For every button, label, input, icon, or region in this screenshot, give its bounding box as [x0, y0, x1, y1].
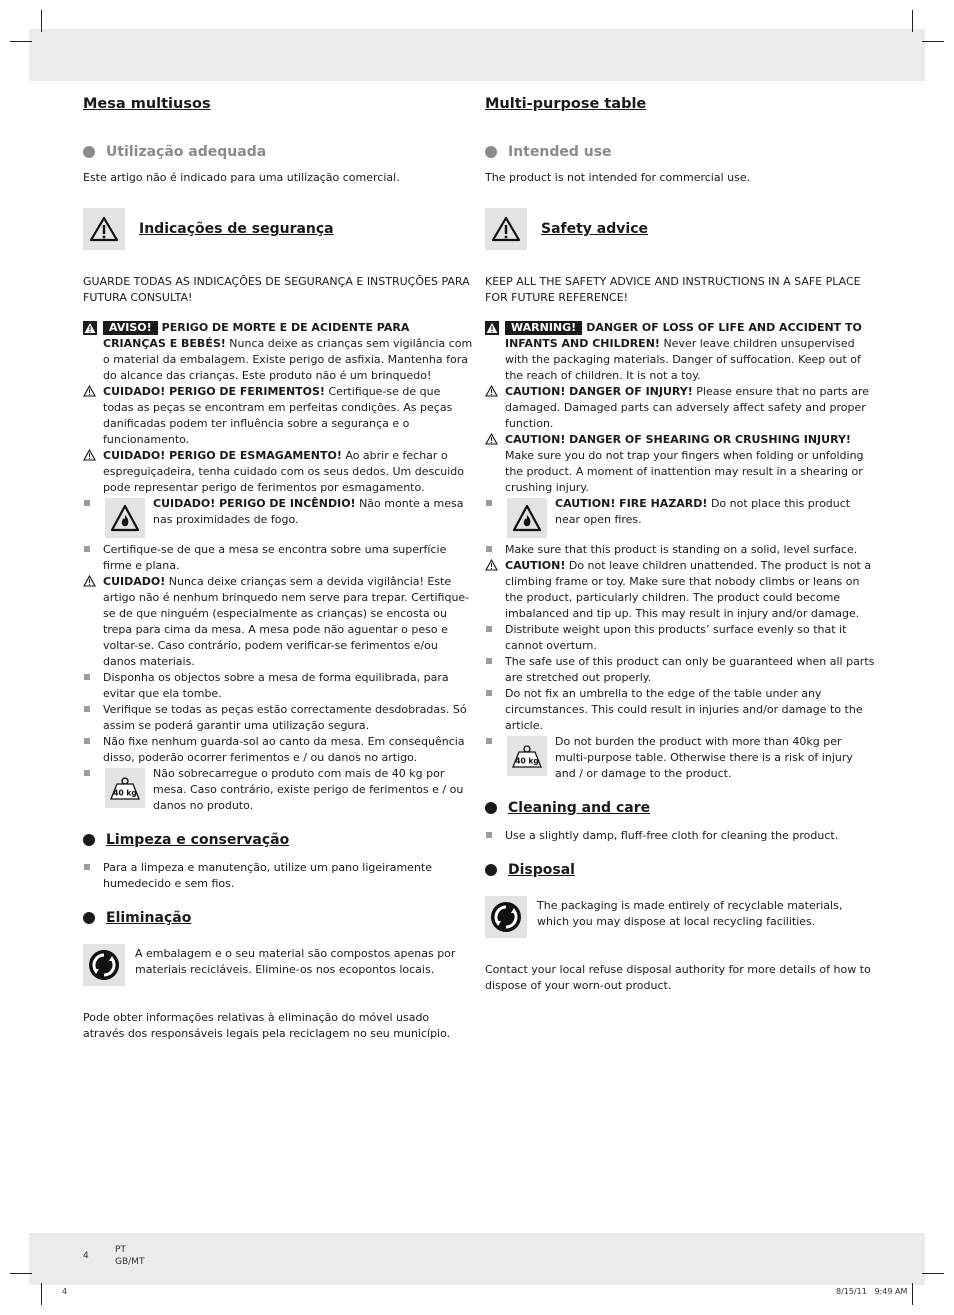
header-band: [29, 29, 925, 81]
bullet-square: [84, 500, 90, 506]
page-title: Mesa multiusos: [83, 96, 211, 112]
section-heading: Disposal: [485, 858, 875, 882]
section-heading: Limpeza e conservação: [83, 828, 473, 852]
crop-mark: [912, 10, 913, 32]
crop-mark: [922, 41, 944, 42]
bullet-square: [486, 626, 492, 632]
recycling-icon: [485, 896, 527, 938]
disposal-text: The packaging is made entirely of recyclable materials, which you may dispose at local recycling facilities.: [537, 899, 843, 928]
disposal-text: A embalagem e o seu material são compostos apenas por materiais recicláveis. Elimine-os nos ecopontos locais.: [135, 947, 456, 976]
list-item: CAUTION! DANGER OF INJURY! Please ensure that no parts are damaged. Damaged parts can adversely affect safety and proper function.: [485, 384, 875, 432]
list-item: CAUTION! FIRE HAZARD! Do not place this product near open fires.: [485, 496, 875, 540]
safety-list: [83, 320, 473, 814]
bullet-dot: [83, 146, 95, 158]
svg-text:40 kg: 40 kg: [113, 788, 137, 798]
list-item: Para a limpeza e manutenção, utilize um pano ligeiramente humedecido e sem fios.: [83, 860, 473, 892]
bullet-square: [84, 546, 90, 552]
caution-triangle-icon: [485, 433, 498, 450]
list-item: CUIDADO! PERIGO DE INCÊNDIO! Não monte a mesa nas proximidades de fogo.: [83, 496, 473, 540]
safety-list: [485, 320, 875, 782]
disposal-block: [485, 896, 875, 938]
section-heading: Eliminação: [83, 906, 473, 930]
warning-triangle-icon: [485, 208, 527, 250]
svg-text:40 kg: 40 kg: [515, 756, 539, 766]
safety-title: Indicações de segurança: [139, 221, 334, 237]
list-item: CUIDADO! Nunca deixe crianças sem a devida vigilância! Este artigo não é nenhum brinquedo nem serve para trepar. Certifique-se de que ninguém (especialmente as crianças) se encosta ou trepa para cima da mesa. A mesa pode não aguentar o peso e voltar-se. Caso contrário, podem verificar-se ferimentos e/ou danos materiais.: [83, 574, 473, 670]
warning-block-icon: [83, 321, 97, 335]
disposal-more: Contact your local refuse disposal authority for more details of how to dispose of your worn-out product.: [485, 963, 871, 992]
weight-limit-icon: [507, 736, 547, 776]
caution-triangle-icon: [83, 449, 96, 466]
language-code: GB/MT: [115, 1257, 145, 1267]
crop-mark: [912, 1283, 913, 1305]
weight-limit-icon: [105, 768, 145, 808]
bullet-square: [486, 738, 492, 744]
list-item: Use a slightly damp, fluff-free cloth for cleaning the product.: [485, 828, 875, 844]
print-page-number: 4: [62, 1287, 68, 1296]
bullet-dot: [83, 912, 95, 924]
caution-triangle-icon: [83, 575, 96, 592]
bullet-square: [486, 832, 492, 838]
disposal-more: Pode obter informações relativas à eliminação do móvel usado através dos responsáveis legais pela reciclagem no seu município.: [83, 1011, 451, 1040]
list-item: The safe use of this product can only be guaranteed when all parts are stretched out properly.: [485, 654, 875, 686]
section-heading: Utilização adequada: [83, 140, 473, 164]
bullet-square: [84, 738, 90, 744]
bullet-square: [486, 690, 492, 696]
keep-instructions: KEEP ALL THE SAFETY ADVICE AND INSTRUCTIONS IN A SAFE PLACE FOR FUTURE REFERENCE!: [485, 275, 861, 304]
intended-text: Este artigo não é indicado para uma utilização comercial.: [83, 171, 400, 184]
caution-triangle-icon: [83, 385, 96, 402]
bullet-square: [84, 674, 90, 680]
section-heading: Intended use: [485, 140, 875, 164]
list-item: 40 kg Do not burden the product with more than 40kg per multi-purpose table. Otherwise there is a risk of injury and / or damage to the product.: [485, 734, 875, 782]
keep-instructions: GUARDE TODAS AS INDICAÇÕES DE SEGURANÇA E INSTRUÇÕES PARA FUTURA CONSULTA!: [83, 275, 470, 304]
bullet-square: [486, 546, 492, 552]
warning-triangle-icon: [83, 208, 125, 250]
list-item: Certifique-se de que a mesa se encontra sobre uma superfície firme e plana.: [83, 542, 473, 574]
crop-mark: [922, 1273, 944, 1274]
bullet-dot: [485, 146, 497, 158]
list-item: Disponha os objectos sobre a mesa de forma equilibrada, para evitar que ela tombe.: [83, 670, 473, 702]
crop-mark: [41, 10, 42, 32]
safety-header: [485, 208, 875, 250]
warning-badge: AVISO!: [103, 321, 158, 335]
list-item: Distribute weight upon this products’ surface evenly so that it cannot overturn.: [485, 622, 875, 654]
list-item: CUIDADO! PERIGO DE ESMAGAMENTO! Ao abrir e fechar o espreguiçadeira, tenha cuidado com os seus dedos. Um descuido pode representar perigo de ferimentos por esmagamento.: [83, 448, 473, 496]
page-number: 4: [83, 1251, 89, 1261]
language-code: PT: [115, 1245, 126, 1255]
column-en: [485, 96, 875, 994]
bullet-square: [486, 500, 492, 506]
bullet-square: [84, 864, 90, 870]
bullet-dot: [83, 834, 95, 846]
warning-block-icon: [485, 321, 499, 335]
disposal-block: [83, 944, 473, 986]
fire-hazard-icon: [105, 498, 145, 538]
list-item: AVISO! PERIGO DE MORTE E DE ACIDENTE PARA CRIANÇAS E BEBÉS! Nunca deixe as crianças sem vigilância com o material da embalagem. Existe perigo de asfixia. Mantenha fora do alcance das crianças. Este produto não é um brinquedo!: [83, 320, 473, 384]
list-item: 40 kg Não sobrecarregue o produto com mais de 40 kg por mesa. Caso contrário, existe perigo de ferimentos e / ou danos no produto.: [83, 766, 473, 814]
safety-title: Safety advice: [541, 221, 648, 237]
list-item: WARNING! DANGER OF LOSS OF LIFE AND ACCIDENT TO INFANTS AND CHILDREN! Never leave children unsupervised with the packaging materials. Danger of suffocation. Keep out of the reach of children. It is not a toy.: [485, 320, 875, 384]
list-item: Verifique se todas as peças estão correctamente desdobradas. Só assim se poderá garantir uma utilização segura.: [83, 702, 473, 734]
column-pt: [83, 96, 473, 1042]
caution-triangle-icon: [485, 559, 498, 576]
page-title: Multi-purpose table: [485, 96, 647, 112]
footer-band: [29, 1233, 925, 1285]
list-item: Make sure that this product is standing on a solid, level surface.: [485, 542, 875, 558]
list-item: CUIDADO! PERIGO DE FERIMENTOS! Certifique-se de que todas as peças se encontram em perfeitas condições. As peças danificadas podem ter influência sobre a segurança e o funcionamento.: [83, 384, 473, 448]
print-timestamp: 8/15/11 9:49 AM: [836, 1287, 908, 1296]
list-item: Não fixe nenhum guarda-sol ao canto da mesa. Em consequência disso, poderão ocorrer ferimentos e / ou danos no artigo.: [83, 734, 473, 766]
crop-mark: [10, 41, 32, 42]
list-item: CAUTION! DANGER OF SHEARING OR CRUSHING INJURY! Make sure you do not trap your fingers when folding or unfolding the product. A moment of inattention may result in a shearing or crushing injury.: [485, 432, 875, 496]
safety-header: [83, 208, 473, 250]
list-item: Do not fix an umbrella to the edge of the table under any circumstances. This could result in injuries and/or damage to the article.: [485, 686, 875, 734]
bullet-square: [84, 706, 90, 712]
caution-triangle-icon: [485, 385, 498, 402]
bullet-square: [486, 658, 492, 664]
recycling-icon: [83, 944, 125, 986]
warning-badge: WARNING!: [505, 321, 582, 335]
bullet-dot: [485, 802, 497, 814]
list-item: CAUTION! Do not leave children unattended. The product is not a climbing frame or toy. Make sure that nobody climbs or leans on the product, particularly children. The product could become imbalanced and tip up. This may result in injury and/or damage.: [485, 558, 875, 622]
bullet-square: [84, 770, 90, 776]
intended-text: The product is not intended for commercial use.: [485, 171, 751, 184]
crop-mark: [10, 1273, 32, 1274]
fire-hazard-icon: [507, 498, 547, 538]
bullet-dot: [485, 864, 497, 876]
section-heading: Cleaning and care: [485, 796, 875, 820]
crop-mark: [41, 1283, 42, 1305]
